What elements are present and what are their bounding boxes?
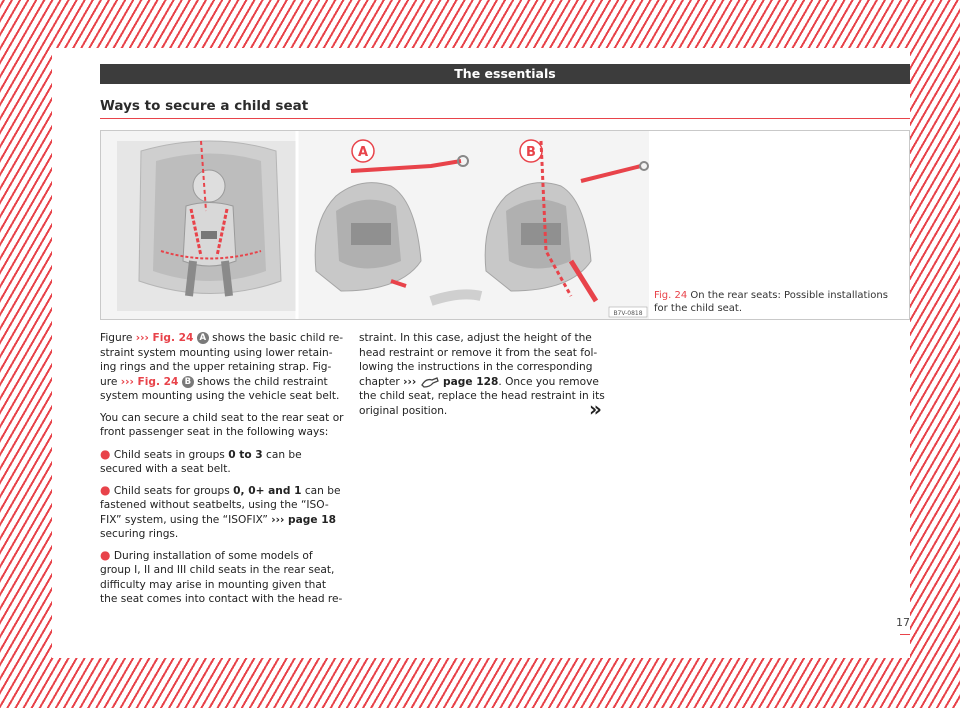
text: can be fastened without seatbelts, using the “ISO-FIX” system, using the “ISOFIX” [100,484,341,526]
label-a-badge: A [197,332,209,344]
figure-24 [100,130,910,320]
text: . Once you remove the child seat, replace the head restraint in its original position. [359,375,605,417]
right-column [359,331,605,425]
text: can be secured with a seat belt. [100,448,302,475]
figure-caption-label: Fig. 24 [654,290,688,301]
page-number-rule [900,634,910,635]
page-link[interactable]: page 128 [443,375,499,388]
list-item [100,447,346,477]
bullet-icon: ● [100,547,111,562]
figure-link[interactable]: ››› Fig. 24 [120,375,179,388]
figure-code: B7V-0818 [613,310,643,317]
figure-caption [654,289,894,315]
text-bold: 0, 0+ and 1 [233,484,302,497]
label-b-badge: B [182,376,194,388]
chapter-link[interactable]: ››› [403,375,417,388]
section-title: Ways to secure a child seat [100,98,309,114]
figure-caption-text: On the rear seats: Possible installations for the child seat. [654,290,888,314]
list-item [100,548,346,607]
child-seat-illustration [101,131,649,319]
text: shows the child restraint system mounting using the vehicle seat belt. [100,375,340,402]
text: shows the basic child re-straint system mounting using lower retain-ing rings and the upper retaining strap. Fig-ure [100,332,344,388]
text-bold: 0 to 3 [228,448,263,461]
page-link[interactable]: ››› page 18 [271,513,336,526]
section-divider [100,118,910,119]
text: Child seats in groups [113,448,229,461]
page [52,48,910,658]
label-a: A [357,145,369,160]
text: securing rings. [100,528,179,540]
paragraph-2: You can secure a child seat to the rear seat or front passenger seat in the following ways: [100,411,344,438]
figure-link[interactable]: ››› Fig. 24 [135,332,194,344]
text: Figure [100,332,136,344]
paragraph-3 [359,331,605,418]
chapter-header: The essentials [100,64,910,84]
bullet-icon: ● [100,482,111,497]
text: During installation of some models of group I, II and III child seats in the rear seat, difficulty may arise in mounting given that the seat comes into contact with the head re- [100,549,343,605]
wrench-icon [420,376,440,388]
list-item [100,483,346,542]
continue-arrow-icon: » [589,397,602,421]
paragraph-1 [100,331,346,404]
panel-child-seat [117,141,297,311]
label-b: B [526,145,536,160]
text: Child seats for groups [113,484,234,497]
left-column [100,331,346,613]
text: straint. In this case, adjust the height of the head restraint or remove it from the seat fol-lowing the instructions in the corresponding chapter [359,332,598,388]
page-number: 17 [896,616,910,629]
bullet-icon: ● [100,446,111,461]
